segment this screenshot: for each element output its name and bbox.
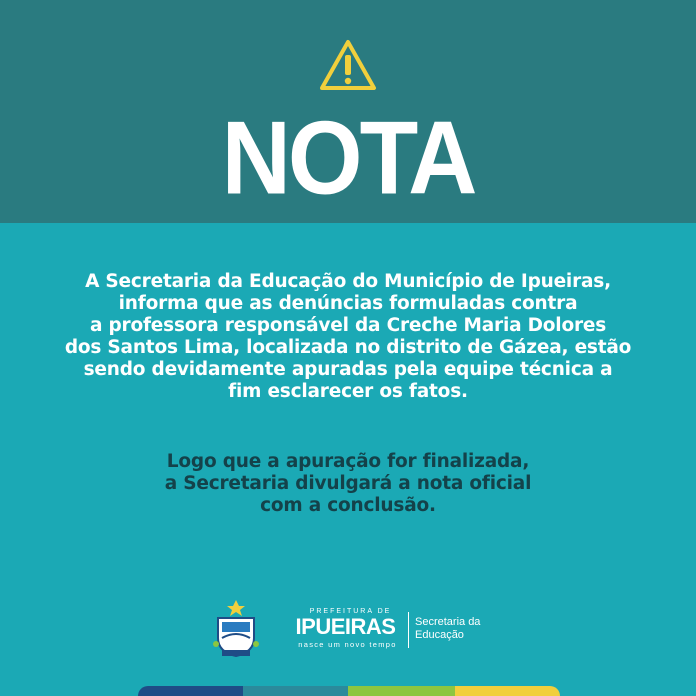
color-stripe-green xyxy=(348,686,455,696)
notice-line: Logo que a apuração for finalizada, xyxy=(166,451,530,472)
warning-icon xyxy=(318,38,378,92)
page-title: NOTA xyxy=(221,100,475,217)
notice-line: a Secretaria divulgará a nota oficial xyxy=(164,473,532,494)
prefecture-label: PREFEITURA DE xyxy=(309,608,392,615)
notice-line: informa que as denúncias formuladas contra xyxy=(118,293,578,314)
notice-line: fim esclarecer os fatos. xyxy=(228,381,468,402)
color-stripe-yellow xyxy=(455,686,560,696)
city-crest-icon xyxy=(210,598,262,660)
notice-line: A Secretaria da Educação do Município de Ipueiras, xyxy=(85,271,611,292)
color-stripe-blue xyxy=(138,686,243,696)
notice-line: a professora responsável da Creche Maria Dolores xyxy=(89,315,607,336)
logo-divider xyxy=(408,612,409,648)
header-band xyxy=(0,0,696,223)
notice-line: com a conclusão. xyxy=(260,495,436,516)
notice-paragraph-1 xyxy=(40,271,656,403)
city-name: IPUEIRAS xyxy=(295,614,396,639)
notice-paragraph-2 xyxy=(40,451,656,517)
notice-line: sendo devidamente apuradas pela equipe técnica a xyxy=(83,359,613,380)
notice-line: dos Santos Lima, localizada no distrito de Gázea, estão xyxy=(64,337,632,358)
city-slogan: nasce um novo tempo xyxy=(298,640,397,649)
color-stripe-teal xyxy=(243,686,348,696)
department-name xyxy=(415,616,505,642)
department-line: Secretaria da xyxy=(415,616,481,628)
department-line: Educação xyxy=(415,629,464,641)
footer-logo xyxy=(210,596,500,666)
